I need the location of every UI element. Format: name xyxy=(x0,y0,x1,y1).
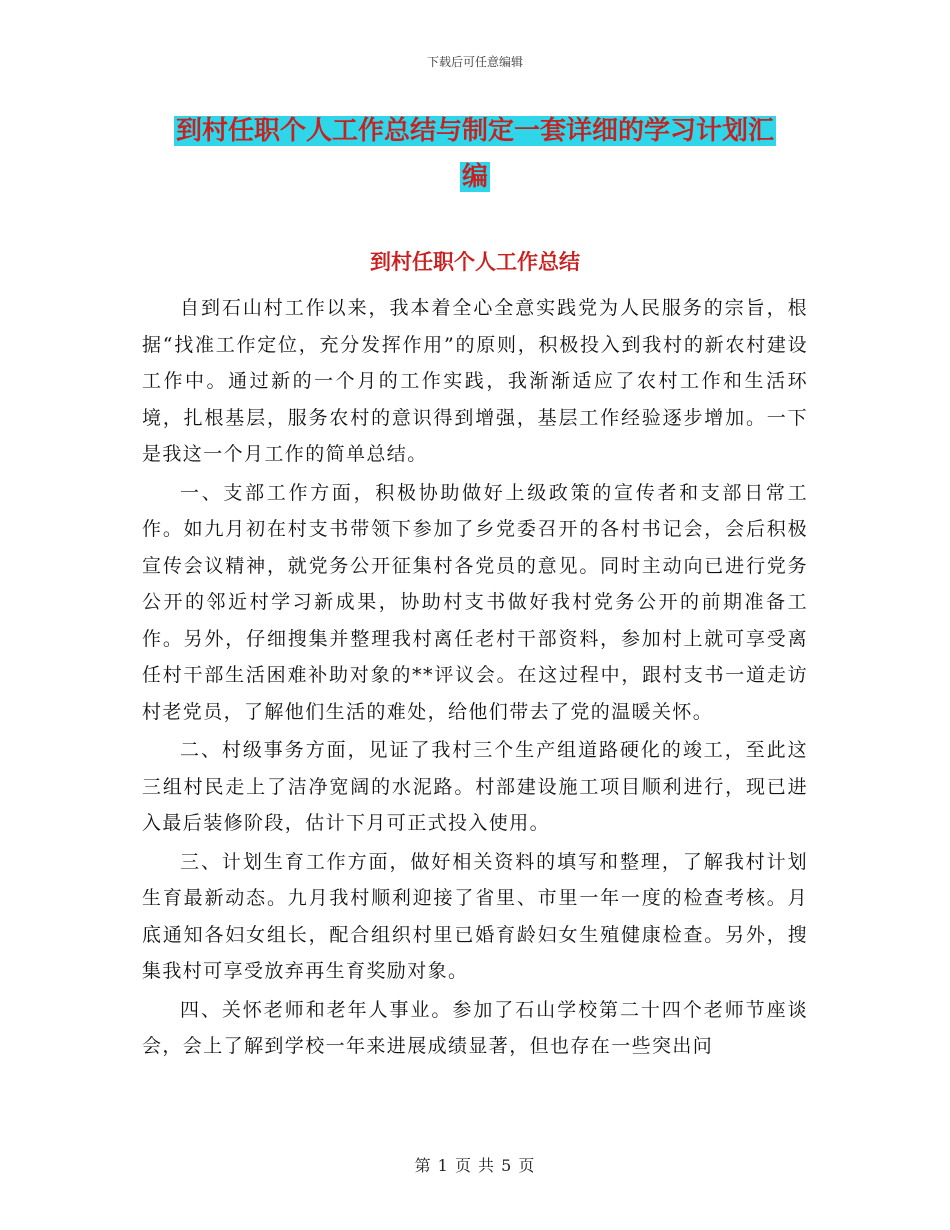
main-title-line-1: 到村任职个人工作总结与制定一套详细的学习计划汇 xyxy=(175,116,774,146)
document-main-title xyxy=(0,108,950,200)
paragraph: 一、支部工作方面，积极协助做好上级政策的宣传者和支部日常工作。如九月初在村支书带领下参加了乡党委召开的各村书记会，会后积极宣传会议精神，就党务公开征集村各党员的意见。同时主动向已进行党务公开的邻近村学习新成果，协助村支书做好我村党务公开的前期准备工作。另外，仔细搜集并整理我村离任老村干部资料，参加村上就可享受离任村干部生活困难补助对象的**评议会。在这过程中，跟村支书一道走访村老党员，了解他们生活的难处，给他们带去了党的温暖关怀。 xyxy=(142,481,808,723)
header-note: 下载后可任意编辑 xyxy=(426,55,523,69)
paragraph: 四、关怀老师和老年人事业。参加了石山学校第二十四个老师节座谈会，会上了解到学校一年来进展成绩显著，但也存在一些突出问 xyxy=(142,998,808,1057)
paragraph: 二、村级事务方面，见证了我村三个生产组道路硬化的竣工，至此这三组村民走上了洁净宽阔的水泥路。村部建设施工项目顺利进行，现已进入最后装修阶段，估计下月可正式投入使用。 xyxy=(142,739,808,834)
paragraph: 自到石山村工作以来，我本着全心全意实践党为人民服务的宗旨，根据“找准工作定位，充分发挥作用”的原则，积极投入到我村的新农村建设工作中。通过新的一个月的工作实践，我渐渐适应了农村工作和生活环境，扎根基层，服务农村的意识得到增强，基层工作经验逐步增加。一下是我这一个月工作的简单总结。 xyxy=(142,297,808,465)
page-number-footer: 第 1 页 共 5 页 xyxy=(414,1156,536,1175)
paragraph: 三、计划生育工作方面，做好相关资料的填写和整理，了解我村计划生育最新动态。九月我村顺利迎接了省里、市里一年一度的检查考核。月底通知各妇女组长，配合组织村里已婚育龄妇女生殖健康检查。另外，搜集我村可享受放弃再生育奖励对象。 xyxy=(142,850,808,982)
document-body xyxy=(142,290,808,1067)
section-title: 到村任职个人工作总结 xyxy=(370,250,580,274)
main-title-line-2: 编 xyxy=(461,162,488,192)
